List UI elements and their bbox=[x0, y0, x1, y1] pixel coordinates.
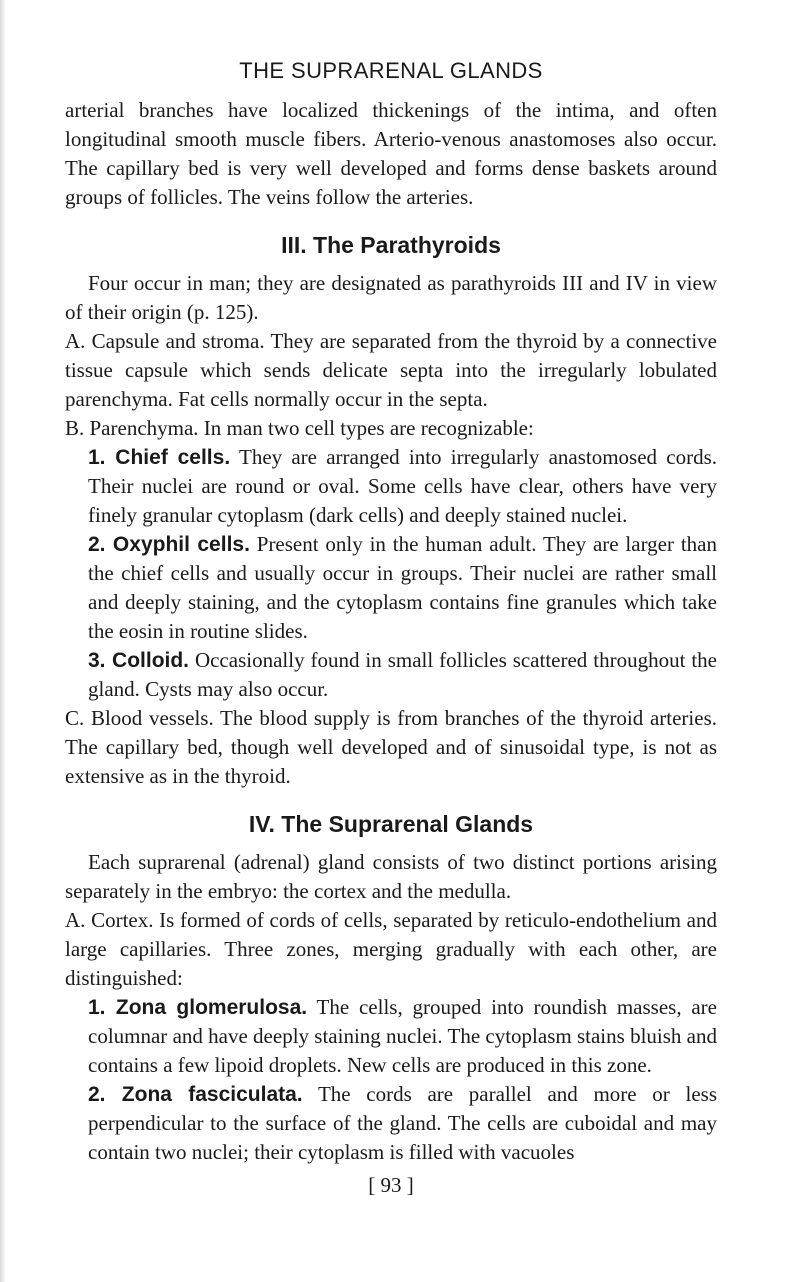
parathyroids-capsule-paragraph bbox=[65, 327, 717, 414]
intro-paragraph: arterial branches have localized thickenings of the intima, and often longitudinal smooth muscle fibers. Arterio-venous anastomoses also occur. The capillary bed is very well developed and forms dense baskets around groups of follicles. The veins follow the arteries. bbox=[65, 98, 717, 209]
subhead-label: C. Blood vessels. bbox=[65, 706, 214, 730]
subhead-label: B. Parenchyma. bbox=[65, 416, 199, 440]
paragraph-text: In man two cell types are recognizable: bbox=[198, 416, 534, 440]
chief-cells-item bbox=[65, 443, 717, 530]
zona-fasciculata-item bbox=[65, 1080, 717, 1167]
subhead-label: A. Capsule and stroma. bbox=[65, 329, 265, 353]
item-label: 3. Colloid. bbox=[88, 649, 190, 672]
oxyphil-cells-item bbox=[65, 530, 717, 646]
item-text: The cords are parallel and more or less perpendicular to the surface of the gland. The cells are cuboidal and may contain two nuclei; their cytoplasm is filled with vacuoles bbox=[88, 1082, 717, 1164]
suprarenal-intro: Each suprarenal (adrenal) gland consists of two distinct portions arising separately in the embryo: the cortex and the medulla. bbox=[65, 850, 717, 903]
item-text: The cells, grouped into roundish masses, are columnar and have deeply staining nuclei. The cytoplasm stains bluish and contains a few lipoid droplets. New cells are produced in this zone. bbox=[88, 995, 717, 1077]
item-label: 2. Oxyphil cells. bbox=[88, 533, 250, 556]
parathyroids-intro: Four occur in man; they are designated as parathyroids III and IV in view of their origin (p. 125). bbox=[65, 271, 717, 324]
page-edge-shadow bbox=[0, 0, 6, 1282]
zona-glomerulosa-item bbox=[65, 993, 717, 1080]
item-label: 2. Zona fasciculata. bbox=[88, 1083, 303, 1106]
item-text: Occasionally found in small follicles scattered throughout the gland. Cysts may also occur. bbox=[88, 648, 717, 701]
item-text: They are arranged into irregularly anastomosed cords. Their nuclei are round or oval. Some cells have clear, others have very finely granular cytoplasm (dark cells) and deeply stained nuclei. bbox=[88, 445, 717, 527]
section-heading-suprarenal: IV. The Suprarenal Glands bbox=[248, 811, 534, 837]
item-text: Present only in the human adult. They are larger than the chief cells and usually occur in groups. Their nuclei are rather small and deeply staining, and the cytoplasm contains fine granules which take the eosin in routine slides. bbox=[88, 532, 717, 643]
book-page bbox=[65, 58, 717, 1198]
parathyroids-parenchyma-paragraph bbox=[65, 414, 717, 443]
suprarenal-cortex-paragraph bbox=[65, 906, 717, 993]
item-label: 1. Zona glomerulosa. bbox=[88, 996, 308, 1019]
subhead-label: A. Cortex. bbox=[65, 908, 154, 932]
paragraph-text: The blood supply is from branches of the thyroid arteries. The capillary bed, though well developed and of sinusoidal type, is not as extensive as in the thyroid. bbox=[65, 706, 717, 788]
item-label: 1. Chief cells. bbox=[88, 446, 231, 469]
section-heading-parathyroids: III. The Parathyroids bbox=[281, 232, 501, 258]
running-head: THE SUPRARENAL GLANDS bbox=[239, 58, 543, 83]
page-number: [ 93 ] bbox=[368, 1173, 414, 1197]
colloid-item bbox=[65, 646, 717, 704]
paragraph-text: They are separated from the thyroid by a connective tissue capsule which sends delicate septa into the irregularly lobulated parenchyma. Fat cells normally occur in the septa. bbox=[65, 329, 717, 411]
paragraph-text: Is formed of cords of cells, separated by reticulo-endothelium and large capillaries. Three zones, merging gradually with each other, are distinguished: bbox=[65, 908, 717, 990]
parathyroids-blood-vessels-paragraph bbox=[65, 704, 717, 791]
